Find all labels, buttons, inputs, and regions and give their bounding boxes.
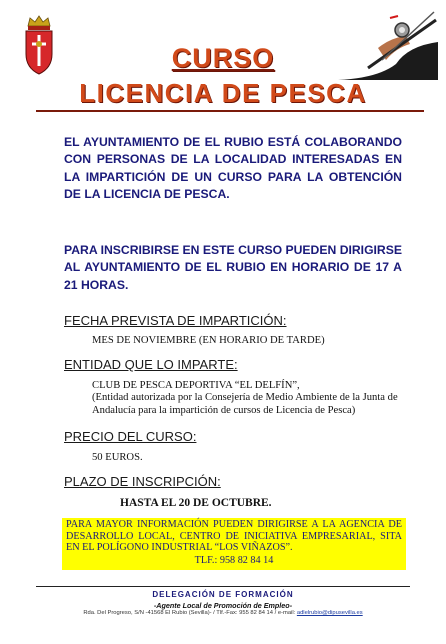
footer-address (0, 610, 446, 616)
footer-title: DELEGACIÓN DE FORMACIÓN (152, 590, 294, 599)
intro-paragraph-1: EL AYUNTAMIENTO DE EL RUBIO ESTÁ COLABORANDO CON PERSONAS DE LA LOCALIDAD INTERESADAS EN LA IMPARTICIÓN DE UN CURSO PARA LA OBTENCIÓN DE LA LICENCIA DE PESCA. (64, 135, 402, 202)
precio-heading: PRECIO DEL CURSO: (64, 429, 197, 444)
info-box (62, 518, 406, 570)
title-curso: CURSO (171, 43, 275, 73)
fecha-heading: FECHA PREVISTA DE IMPARTICIÓN: (64, 313, 287, 328)
plazo-text: HASTA EL 20 DE OCTUBRE. (120, 497, 272, 509)
footer-address-text: Rda. Del Progreso, S/N -41568 El Rubio (Sevilla)- / Tlf.-Fax: 955 82 84 14 / e-mail: (83, 610, 297, 616)
footer-email-link[interactable]: adlelrubio@dipusevilla.es (296, 610, 363, 616)
plazo-heading: PLAZO DE INSCRIPCIÓN: (64, 474, 221, 489)
info-phone: TLF.: 958 82 84 14 (194, 554, 274, 566)
intro-paragraph-2: PARA INSCRIBIRSE EN ESTE CURSO PUEDEN DIRIGIRSE AL AYUNTAMIENTO DE EL RUBIO EN HORARIO DE 17 A 21 HORAS. (64, 243, 402, 292)
fecha-text: MES DE NOVIEMBRE (EN HORARIO DE TARDE) (92, 335, 325, 346)
footer-subtitle: -Agente Local de Promoción de Empleo- (153, 601, 293, 610)
entidad-club-name: CLUB DE PESCA DEPORTIVA “EL DELFÍN”, (92, 380, 300, 391)
title-divider (36, 110, 424, 112)
title-licencia-de-pesca: LICENCIA DE PESCA (79, 78, 367, 108)
entidad-authorization-note: (Entidad autorizada por la Consejería de Medio Ambiente de la Junta de Andalucía para la impartición de cursos de Licencia de Pesca) (92, 392, 398, 416)
info-text: PARA MAYOR INFORMACIÓN PUEDEN DIRIGIRSE A LA AGENCIA DE DESARROLLO LOCAL, CENTRO DE INICIATIVA EMPRESARIAL, SITA EN EL POLÍGONO INDUSTRIAL “LOS VIÑAZOS”. (66, 519, 402, 554)
precio-text: 50 EUROS. (92, 452, 143, 463)
footer-divider (36, 586, 410, 587)
entidad-heading: ENTIDAD QUE LO IMPARTE: (64, 357, 238, 372)
